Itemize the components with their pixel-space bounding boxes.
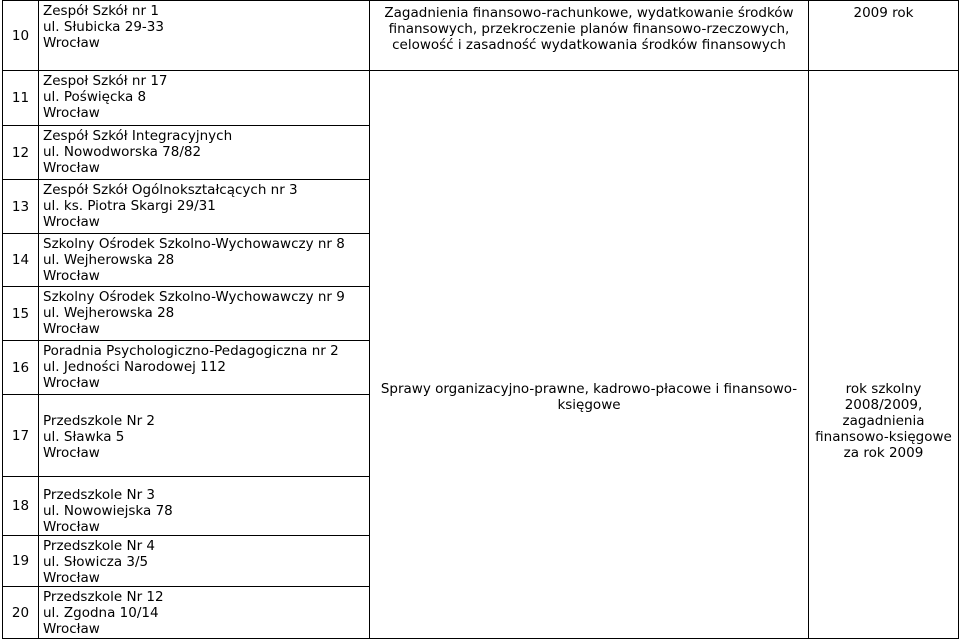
unit-address xyxy=(39,477,370,536)
unit-city: Wrocław xyxy=(43,160,100,176)
audit-period-group xyxy=(809,71,959,639)
unit-street: ul. Słubicka 29-33 xyxy=(43,19,164,35)
unit-street: ul. Wejherowska 28 xyxy=(43,252,175,268)
unit-street: ul. Jedności Narodowej 112 xyxy=(43,359,226,375)
unit-city: Wrocław xyxy=(43,519,100,535)
unit-address xyxy=(39,126,370,180)
unit-name: Przedszkole Nr 3 xyxy=(43,487,156,503)
unit-name: Przedszkole Nr 12 xyxy=(43,589,164,605)
unit-address xyxy=(39,1,370,71)
audit-schedule-table xyxy=(2,0,959,639)
audit-topic-text: Sprawy organizacyjno-prawne, kadrowo-płacowe i finansowo-księgowe xyxy=(380,381,798,413)
row-number: 20 xyxy=(3,587,39,639)
unit-city: Wrocław xyxy=(43,321,100,337)
unit-street: ul. Wejherowska 28 xyxy=(43,305,175,321)
unit-city: Wrocław xyxy=(43,375,100,391)
unit-street: ul. Nowodworska 78/82 xyxy=(43,144,202,160)
unit-street: ul. Nowowiejska 78 xyxy=(43,503,173,519)
unit-city: Wrocław xyxy=(43,268,100,284)
unit-address xyxy=(39,287,370,341)
unit-address xyxy=(39,71,370,126)
table-row xyxy=(3,71,959,126)
row-number: 15 xyxy=(3,287,39,341)
unit-address xyxy=(39,395,370,477)
row-number: 13 xyxy=(3,180,39,234)
row-number: 10 xyxy=(3,1,39,71)
unit-address xyxy=(39,234,370,287)
row-number: 19 xyxy=(3,536,39,587)
row-number: 11 xyxy=(3,71,39,126)
audit-period-text: rok szkolny 2008/2009, zagadnienia finansowo-księgowe za rok 2009 xyxy=(815,381,952,461)
unit-name: Szkolny Ośrodek Szkolno-Wychowawczy nr 9 xyxy=(43,289,345,305)
unit-address xyxy=(39,180,370,234)
unit-address xyxy=(39,587,370,639)
unit-city: Wrocław xyxy=(43,621,100,637)
audit-period: 2009 rok xyxy=(809,1,959,71)
row-number: 16 xyxy=(3,341,39,395)
unit-city: Wrocław xyxy=(43,570,100,586)
unit-street: ul. Poświęcka 8 xyxy=(43,89,147,105)
audit-topic-group xyxy=(370,71,809,639)
row-number: 14 xyxy=(3,234,39,287)
unit-name: Szkolny Ośrodek Szkolno-Wychowawczy nr 8 xyxy=(43,236,345,252)
unit-street: ul. Zgodna 10/14 xyxy=(43,605,159,621)
unit-address xyxy=(39,536,370,587)
unit-name: Poradnia Psychologiczno-Pedagogiczna nr 2 xyxy=(43,343,339,359)
unit-city: Wrocław xyxy=(43,105,100,121)
unit-name: Przedszkole Nr 2 xyxy=(43,412,156,429)
unit-city: Wrocław xyxy=(43,35,100,51)
unit-street: ul. Sławka 5 xyxy=(43,428,125,445)
unit-street: ul. Słowicza 3/5 xyxy=(43,554,149,570)
unit-city: Wrocław xyxy=(43,444,100,461)
row-number: 17 xyxy=(3,395,39,477)
table-row xyxy=(3,1,959,71)
unit-street: ul. ks. Piotra Skargi 29/31 xyxy=(43,198,216,214)
row-number: 12 xyxy=(3,126,39,180)
unit-name: Zespoł Szkół nr 17 xyxy=(43,73,168,89)
unit-city: Wrocław xyxy=(43,214,100,230)
unit-name: Zespół Szkół Ogólnokształcących nr 3 xyxy=(43,182,298,198)
unit-name: Przedszkole Nr 4 xyxy=(43,538,156,554)
unit-name: Zespół Szkół nr 1 xyxy=(43,3,159,19)
audit-topic: Zagadnienia finansowo-rachunkowe, wydatkowanie środków finansowych, przekroczenie planów finansowo-rzeczowych, celowość i zasadność wydatkowania środków finansowych xyxy=(370,1,809,71)
row-number: 18 xyxy=(3,477,39,536)
unit-address xyxy=(39,341,370,395)
unit-name: Zespół Szkół Integracyjnych xyxy=(43,128,233,144)
